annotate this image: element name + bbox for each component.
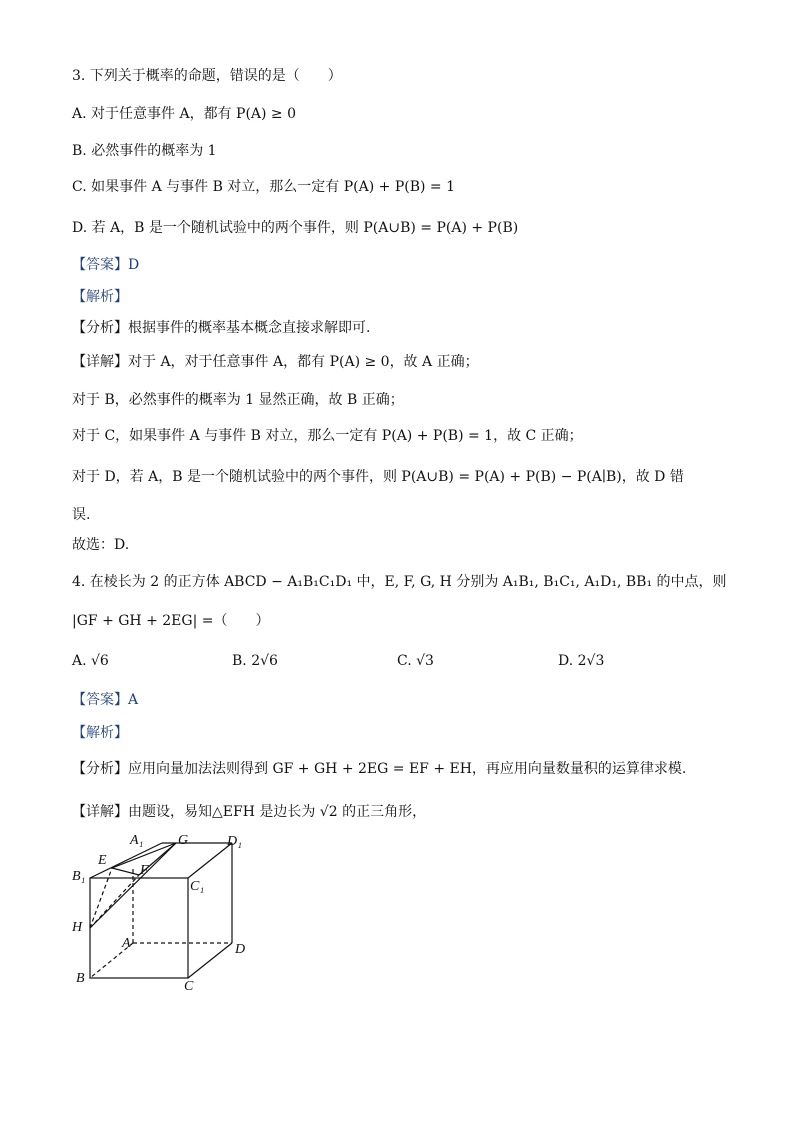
label-e: E: [98, 853, 107, 868]
label-b: B: [76, 971, 85, 986]
q3-detail-4: 对于 D，若 A，B 是一个随机试验中的两个事件，则 P(A∪B) = P(A) + P(B) − P(A∣B)，故 D 错: [72, 469, 684, 485]
cube-figure: [72, 830, 262, 995]
label-a1: A₁: [130, 833, 144, 848]
q3-detail-4-cont: 误.: [72, 507, 91, 523]
q3-fenxi: 【分析】根据事件的概率基本概念直接求解即可.: [72, 320, 371, 336]
q3-detail-3: 对于 C，如果事件 A 与事件 B 对立，那么一定有 P(A) + P(B) = 1，故 C 正确；: [72, 428, 583, 444]
q3-detail-1: 【详解】对于 A，对于任意事件 A，都有 P(A) ≥ 0，故 A 正确；: [72, 354, 479, 370]
q4-option-d: D. 2√3: [558, 653, 605, 669]
label-f: F: [140, 863, 149, 878]
label-c: C: [184, 979, 194, 994]
q4-detail: 【详解】由题设，易知△EFH 是边长为 √2 的正三角形，: [72, 804, 427, 820]
q3-answer: 【答案】D: [72, 257, 140, 273]
segment-e-f: [112, 868, 139, 875]
q3-conclusion: 故选：D.: [72, 537, 130, 553]
q4-stem: 4. 在棱长为 2 的正方体 ABCD − A₁B₁C₁D₁ 中，E, F, G, H 分别为 A₁B₁, B₁C₁, A₁D₁, BB₁ 的中点，则: [72, 574, 727, 590]
label-b1: B₁: [72, 869, 86, 884]
q4-answer: 【答案】A: [72, 692, 139, 708]
label-a: A: [122, 936, 131, 951]
label-g: G: [178, 833, 189, 848]
label-c1: C₁: [190, 879, 205, 894]
q4-option-b: B. 2√6: [232, 653, 278, 669]
q3-detail-2: 对于 B，必然事件的概率为 1 显然正确，故 B 正确；: [72, 392, 404, 408]
q4-expression: |GF + GH + 2EG| =（ ）: [72, 613, 270, 629]
q4-fenxi: 【分析】应用向量加法法则得到 GF + GH + 2EG = EF + EH，再应用向量数量积的运算律求模.: [72, 761, 687, 777]
label-h: H: [72, 920, 83, 935]
segment-h-f: [90, 875, 139, 928]
edge-c1-d1: [188, 843, 232, 878]
q4-option-c: C. √3: [397, 653, 434, 669]
q4-analysis-heading: 【解析】: [72, 725, 128, 741]
edge-c-d: [188, 943, 232, 978]
q3-option-d: D. 若 A，B 是一个随机试验中的两个事件，则 P(A∪B) = P(A) + P(B): [72, 220, 519, 236]
label-d1: D₁: [227, 834, 242, 849]
q4-option-a: A. √6: [72, 653, 109, 669]
q3-analysis-heading: 【解析】: [72, 289, 128, 305]
q3-option-a: A. 对于任意事件 A，都有 P(A) ≥ 0: [72, 106, 297, 122]
q3-option-b: B. 必然事件的概率为 1: [72, 143, 217, 159]
front-face: [90, 878, 188, 978]
q3-option-c: C. 如果事件 A 与事件 B 对立，那么一定有 P(A) + P(B) = 1: [72, 179, 456, 195]
label-d: D: [235, 942, 246, 957]
q3-stem: 3. 下列关于概率的命题，错误的是（ ）: [72, 68, 342, 84]
